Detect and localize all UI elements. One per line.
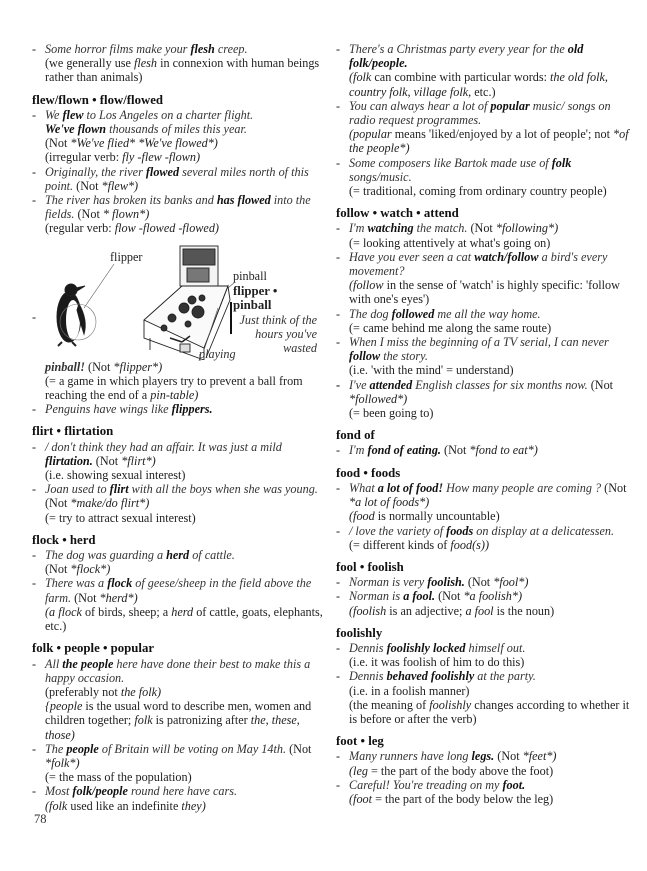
entry-example: - We flew to Los Angeles on a charter flight. We've flown thousands of miles this year. (Not *We've flied* *We've flowed*) (irregular verb: fly -flew -flown)	[32, 107, 254, 165]
bullet-dash: -	[32, 42, 37, 56]
entry-example: - Norman is very foolish. (Not *fool*)	[336, 575, 529, 590]
entry-example: - I'm fond of eating. (Not *fond to eat*)	[336, 443, 538, 458]
headword-flock-herd: flock • herd	[32, 532, 96, 547]
label-flipper: flipper	[110, 249, 143, 264]
entry-example: - Dennis foolishly locked himself out. (i.e. it was foolish of him to do this)	[336, 640, 526, 670]
entry-example: - / don't think they had an affair. It was just a mild flirtation. (Not *flirt*) (i.e. showing sexual interest)	[32, 439, 282, 483]
example-text: playing	[199, 346, 236, 361]
headword-foolishly: foolishly	[336, 625, 383, 640]
penguin-image	[57, 264, 114, 346]
entry-example: - Careful! You're treading on my foot. (foot = the part of the body below the leg)	[336, 777, 554, 806]
headword-folk-people-popular: folk • people • popular	[32, 641, 155, 656]
left-column	[32, 42, 328, 813]
entry-example: - Many runners have long legs. (Not *feet*) (leg = the part of the body above the foot)	[336, 749, 557, 778]
page-number: 78	[34, 812, 47, 826]
label-pinball: pinball	[233, 268, 267, 283]
example-text: Just think of the hours you've wasted	[239, 312, 317, 355]
headword-food-foods: food • foods	[336, 465, 401, 480]
headword-flirt: flirt • flirtation	[32, 424, 114, 439]
entry-example: - There's a Christmas party every year for the old folk/people. (folk can combine with particular words: the old folk, country folk, village folk, etc.)	[336, 42, 608, 99]
entry-example: - / love the variety of foods on display at a delicatessen. (= different kinds of food(s))	[336, 523, 615, 552]
entry-example: - The dog was guarding a herd of cattle. (Not *flock*)	[32, 548, 235, 577]
entry-example: - Norman is a fool. (Not *a foolish*) (foolish is an adjective; a fool is the noun)	[336, 589, 555, 618]
pinball-machine-image	[144, 246, 235, 360]
entry-example: - Dennis behaved foolishly at the party. (i.e. in a foolish manner) (the meaning of foolishly changes according to whether it is before or after the verb)	[336, 669, 630, 726]
headword-follow-watch-attend: follow • watch • attend	[336, 206, 459, 221]
entry-example: - What a lot of food! How many people are coming ? (Not *a lot of foods*) (food is normally uncountable)	[336, 480, 627, 524]
entry-example: - When I miss the beginning of a TV serial, I can never follow the story. (i.e. 'with the mind' = understand)	[336, 335, 609, 378]
headword-fool-foolish: fool • foolish	[336, 559, 404, 574]
entry-example: - You can always hear a lot of popular music/ songs on radio request programmes. (popular means 'liked/enjoyed by a lot of people'; not *of the people*)	[336, 98, 629, 156]
bullet-dash: -	[32, 309, 37, 324]
entry-example: - All the people here have done their best to make this a happy occasion. (preferably not the folk) {people is the usual word to describe men, women and children together; folk is patronizing after the, these, those)	[32, 656, 312, 742]
entry-flesh-example: - Some horror films make your flesh creep. (we generally use flesh in connexion with human beings rather than animals)	[32, 42, 320, 85]
entry-example: - Most folk/people round here have cars. (folk used like an indefinite they)	[32, 784, 238, 813]
entry-example: - Originally, the river flowed several miles north of this point. (Not *flew*)	[32, 164, 309, 193]
headword-flipper-pinball: flipper • pinball	[233, 283, 278, 312]
entry-example: - The dog followed me all the way home. (= came behind me along the same route)	[336, 306, 552, 335]
headword-flew-flown: flew/flown • flow/flowed	[32, 92, 164, 107]
entry-example: - I'm watching the match. (Not *following*) (= looking attentively at what's going on)	[336, 221, 559, 250]
entry-example: - There was a flock of geese/sheep in the field above the farm. (Not *herd*) (a flock of birds, sheep; a herd of cattle, goats, elephants, etc.)	[32, 576, 323, 634]
headword-foot-leg: foot • leg	[336, 734, 384, 749]
headword-fond-of: fond of	[336, 428, 375, 443]
entry-example: - Joan used to flirt with all the boys when she was young. (Not *make/do flirt*) (= try to attract sexual interest)	[32, 482, 318, 525]
entry-example: - The people of Britain will be voting on May 14th. (Not *folk*) (= the mass of the population)	[32, 741, 312, 785]
entry-example: - Penguins have wings like flippers.	[32, 402, 213, 417]
entry-example: - Some composers like Bartok made use of folk songs/music. (= traditional, coming from ordinary country people)	[336, 155, 607, 199]
entry-example: - I've attended English classes for six months now. (Not *followed*) (= been going to)	[336, 377, 614, 421]
entry-example: pinball! (Not *flipper*) (= a game in which players try to prevent a ball from reaching the end of a pin-table)	[45, 359, 303, 403]
right-column	[336, 42, 636, 806]
illustration-penguin-pinball	[32, 242, 328, 360]
entry-example: - The river has broken its banks and has flowed into the fields. (Not * flown*) (regular verb: flow -flowed -flowed)	[32, 193, 311, 236]
entry-example: - Have you ever seen a cat watch/follow a bird's every movement? (follow in the sense of 'watch' is highly specific: 'follow with one's eyes')	[336, 249, 620, 307]
